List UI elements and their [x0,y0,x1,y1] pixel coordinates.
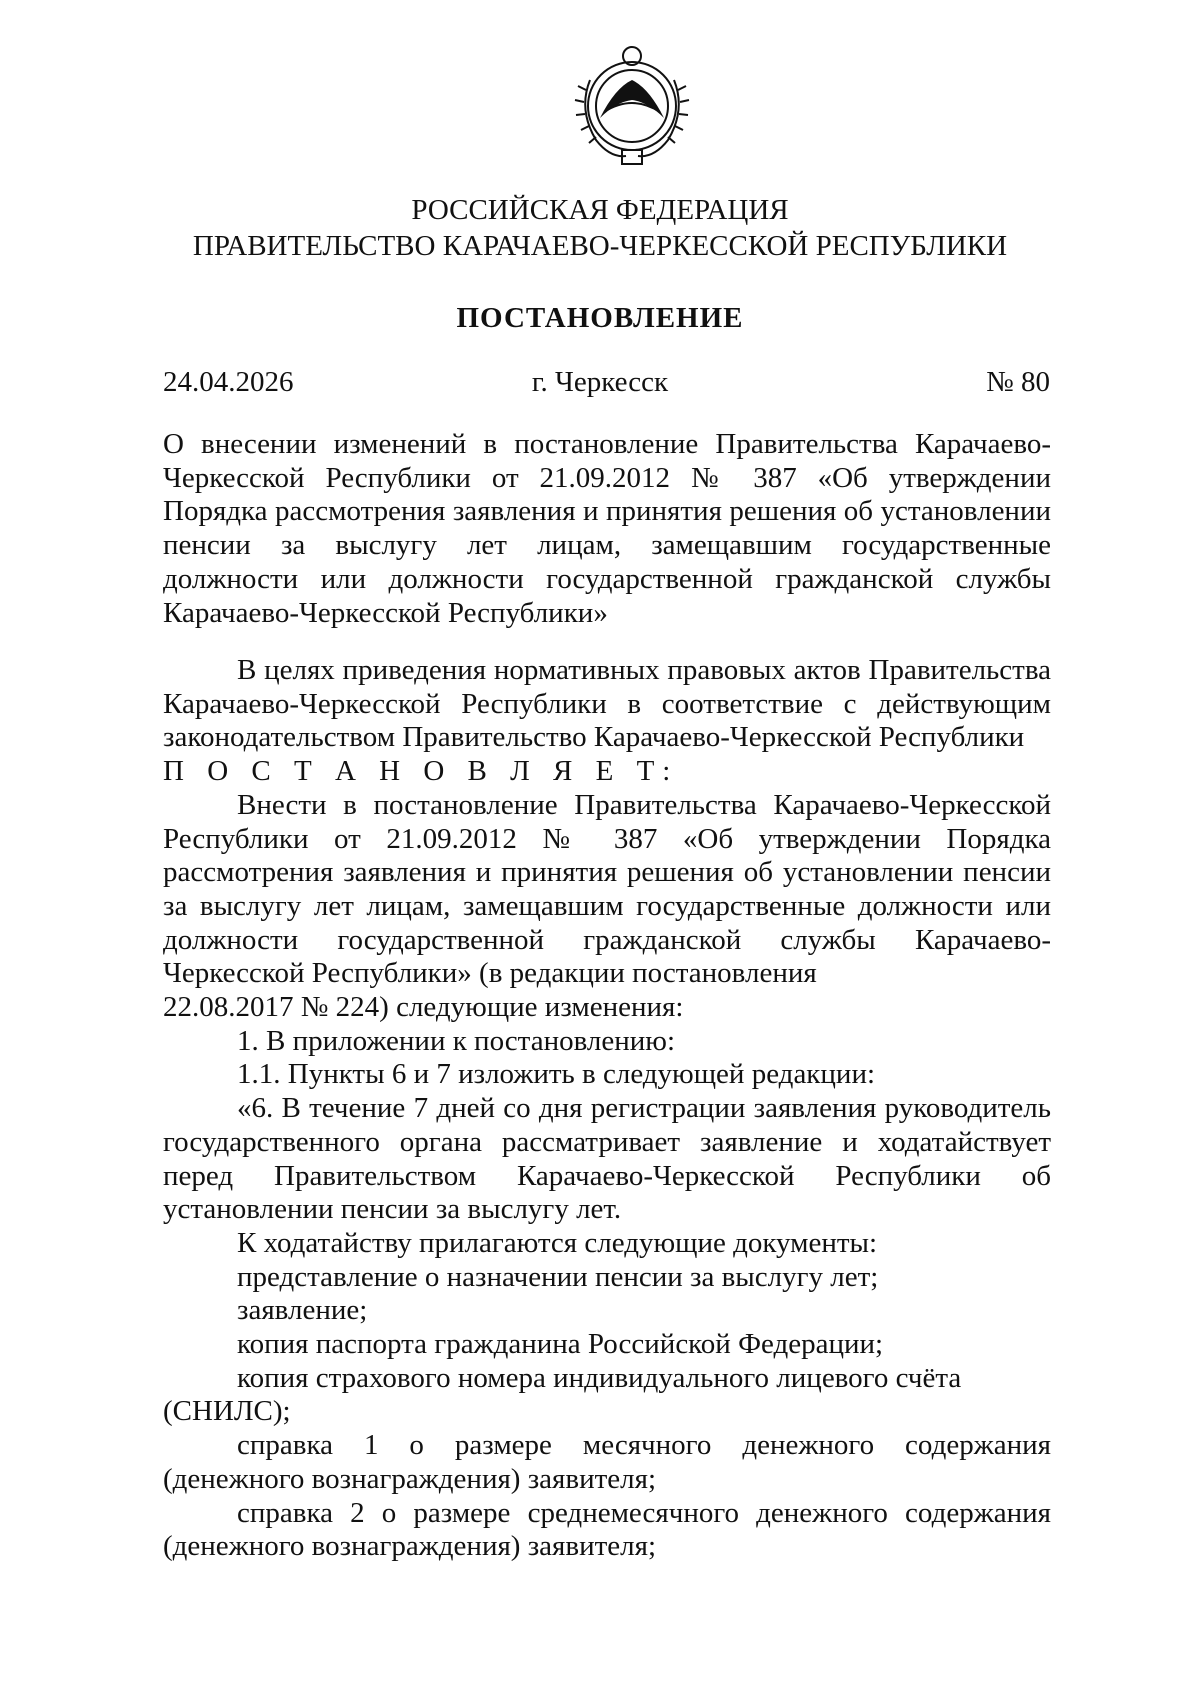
body-paragraph-1-end: 22.08.2017 № 224) следующие изменения: [163,991,684,1024]
country-header: РОССИЙСКАЯ ФЕДЕРАЦИЯ [411,194,789,226]
body-paragraph-5: К ходатайству прилагаются следующие документы: [237,1226,878,1259]
coat-of-arms-emblem [570,40,694,170]
body-paragraph-3: 1.1. Пункты 6 и 7 изложить в следующей редакции: [237,1058,876,1091]
document-number: № 80 [986,366,1050,398]
document-type-title: ПОСТАНОВЛЕНИЕ [456,302,744,334]
preamble-paragraph: В целях приведения нормативных правовых актов Правительства Карачаево-Черкесской Республики в соответствие с действующим законодательством Правительство Карачаево-Черкесской Республики [163,654,1051,754]
document-date: 24.04.2026 [163,366,294,398]
document-city: г. Черкесск [531,366,669,398]
body-paragraph-6: представление о назначении пенсии за выслугу лет; [237,1260,879,1293]
body-paragraph-7: заявление; [237,1294,368,1327]
resolves-heading: П О С Т А Н О В Л Я Е Т: [163,755,679,788]
body-paragraph-4: «6. В течение 7 дней со дня регистрации заявления руководитель государственного органа рассматривает заявление и ходатайствует перед Правительством Карачаево-Черкесской Республики об установлении пенсии за выслугу лет. [163,1092,1051,1226]
body-paragraph-11: справка 2 о размере среднемесячного денежного содержания (денежного вознаграждения) заявителя; [163,1496,1051,1563]
body-paragraph-1: Внести в постановление Правительства Карачаево-Черкесской Республики от 21.09.2012 № 387 «Об утверждении Порядка рассмотрения заявления и принятия решения об установлении пенсии за выслугу лет лицам, замещавшим государственные должности или должности государственной гражданской службы Карачаево-Черкесской Республики» (в редакции постановления [163,788,1051,990]
body-paragraph-9: копия страхового номера индивидуального лицевого счёта (СНИЛС); [163,1361,962,1428]
body-paragraph-2: 1. В приложении к постановлению: [237,1024,676,1057]
document-body [163,654,1051,1564]
document-subject: О внесении изменений в постановление Правительства Карачаево- Черкесской Республики от 21.09.2012 № 387 «Об утверждении Порядка рассмотрения заявления и принятия решения об установлении пенсии за выслугу лет лицам, замещавшим государственные должности или должности государственной гражданской службы Карачаево-Черкесской Республики» [163,428,1051,629]
body-paragraph-10: справка 1 о размере месячного денежного содержания (денежного вознаграждения) заявителя; [163,1429,1051,1495]
government-header: ПРАВИТЕЛЬСТВО КАРАЧАЕВО-ЧЕРКЕССКОЙ РЕСПУБЛИКИ [192,230,1008,262]
body-paragraph-8: копия паспорта гражданина Российской Федерации; [237,1328,884,1361]
